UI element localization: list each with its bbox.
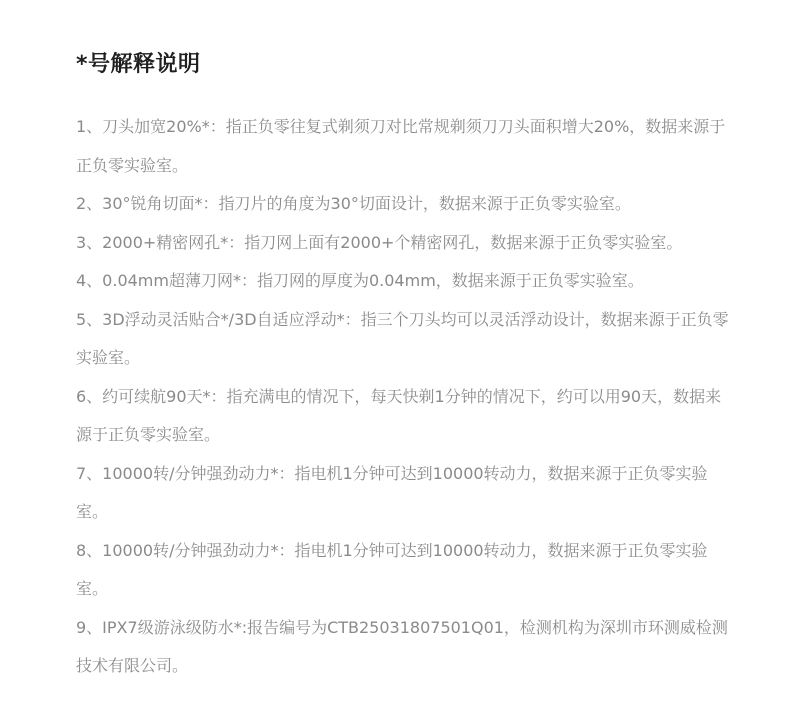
note-item: 3、2000+精密网孔*：指刀网上面有2000+个精密网孔，数据来源于正负零实验室。	[76, 232, 683, 252]
note-item: 6、约可续航90天*：指充满电的情况下，每天快剃1分钟的情况下，约可以用90天，数据来源于正负零实验室。	[76, 386, 722, 444]
note-item: 9、IPX7级游泳级防水*:报告编号为CTB25031807501Q01，检测机构为深圳市环测威检测技术有限公司。	[76, 617, 728, 675]
note-item: 7、10000转/分钟强劲动力*：指电机1分钟可达到10000转动力，数据来源于正负零实验室。	[76, 463, 708, 521]
notes-list	[76, 108, 736, 686]
note-item: 5、3D浮动灵活贴合*/3D自适应浮动*：指三个刀头均可以灵活浮动设计，数据来源于正负零实验室。	[76, 309, 729, 367]
note-item: 2、30°锐角切面*：指刀片的角度为30°切面设计，数据来源于正负零实验室。	[76, 194, 631, 213]
note-item: 1、刀头加宽20%*：指正负零往复式剃须刀对比常规剃须刀刀头面积增大20%，数据来源于正负零实验室。	[76, 117, 726, 175]
page-title: *号解释说明	[76, 52, 201, 77]
note-item: 4、0.04mm超薄刀网*：指刀网的厚度为0.04mm，数据来源于正负零实验室。	[76, 271, 644, 290]
note-item: 8、10000转/分钟强劲动力*：指电机1分钟可达到10000转动力，数据来源于正负零实验室。	[76, 540, 708, 598]
